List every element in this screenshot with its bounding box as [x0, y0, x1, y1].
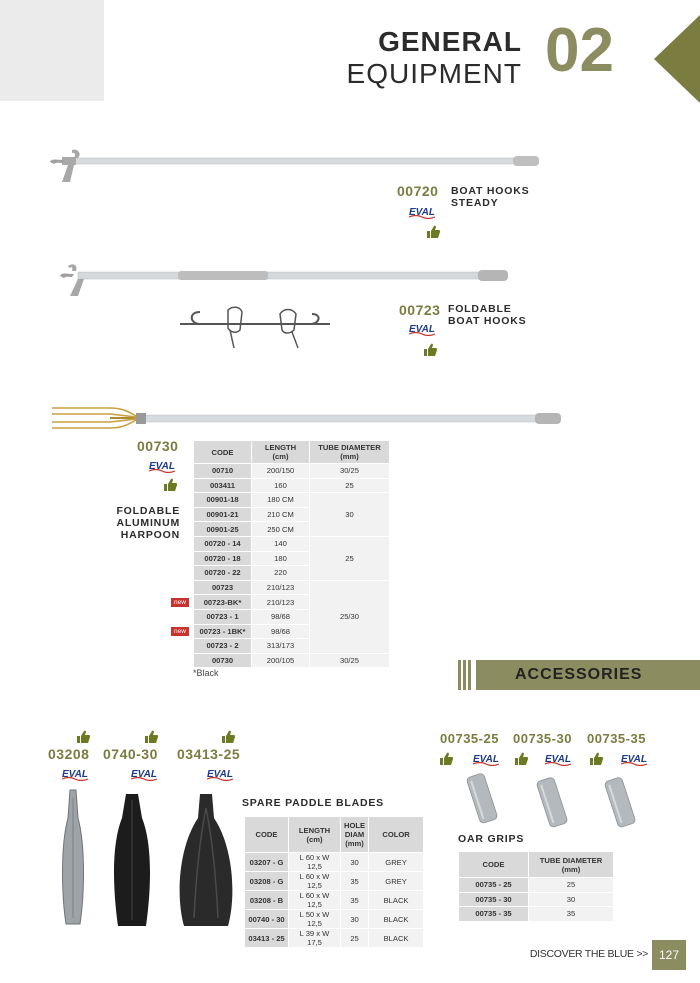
eval-logo-icon — [130, 767, 158, 781]
table-row: 00735 - 25 25 — [459, 878, 614, 893]
hook-usage-illustration — [180, 300, 330, 350]
thumbs-up-icon — [589, 752, 603, 766]
table-row: 00723 - 2 313/173 — [194, 639, 390, 654]
table-footnote: *Black — [193, 668, 219, 678]
thumbs-up-icon — [439, 752, 453, 766]
thumbs-up-icon — [76, 730, 90, 744]
table-row: 00723-BK* 210/123 — [194, 595, 390, 610]
thumbs-up-icon — [423, 343, 437, 357]
header-corner-block — [0, 0, 104, 101]
paddle-code-0740-30: 0740-30 — [103, 746, 158, 762]
table-row: 00901-25 250 CM — [194, 522, 390, 537]
svg-text:EVAL: EVAL — [545, 754, 571, 765]
table-row: 00720 - 22 220 — [194, 566, 390, 581]
table-row: 00901-18 180 CM 30 — [194, 493, 390, 508]
section-title-line2: EQUIPMENT — [346, 58, 522, 89]
section-title-line1: GENERAL — [378, 26, 522, 57]
chevron-decoration-icon — [650, 15, 700, 103]
col-header-length: LENGTH (cm) — [252, 441, 310, 464]
table-row: 03208 - G L 60 x W 12,5 35 GREY — [245, 872, 424, 891]
svg-text:EVAL: EVAL — [62, 769, 88, 780]
table-row: 00740 - 30 L 50 x W 12,5 30 BLACK — [245, 910, 424, 929]
col-header-code: CODE — [194, 441, 252, 464]
oar-grips-title: OAR GRIPS — [458, 833, 525, 845]
footer-tagline: DISCOVER THE BLUE >> — [529, 948, 648, 960]
table-row: 003411 160 25 — [194, 478, 390, 493]
col-header-color: COLOR — [369, 817, 424, 853]
paddle-spec-table — [244, 816, 424, 948]
table-row: 00735 - 30 30 — [459, 892, 614, 907]
product-code-00723: 00723 — [399, 302, 441, 318]
table-row: 00720 - 14 140 25 — [194, 536, 390, 551]
svg-text:EVAL: EVAL — [473, 754, 499, 765]
new-badge: new — [171, 627, 189, 636]
eval-logo-icon — [408, 205, 436, 219]
page-number: 127 — [652, 940, 686, 970]
product-name — [451, 185, 529, 209]
table-row: 00730 200/105 30/25 — [194, 653, 390, 668]
col-header-hole-diam: HOLE DIAM (mm) — [341, 817, 369, 853]
table-row: 03413 - 25 L 39 x W 17,5 25 BLACK — [245, 929, 424, 948]
svg-text:EVAL: EVAL — [621, 754, 647, 765]
product-name-line2: STEADY — [451, 197, 499, 209]
svg-text:EVAL: EVAL — [409, 324, 435, 335]
boat-hook-steady-image — [48, 148, 543, 188]
product-name — [448, 303, 526, 327]
accessories-stripes-icon — [458, 660, 476, 690]
spare-paddle-blades-title: SPARE PADDLE BLADES — [242, 797, 384, 809]
eval-logo-icon — [148, 459, 176, 473]
col-header-code: CODE — [245, 817, 289, 853]
table-row: 03208 - B L 60 x W 12,5 35 BLACK — [245, 891, 424, 910]
table-row: 03207 - G L 60 x W 12,5 30 GREY — [245, 853, 424, 872]
table-row: 00723 - 1 98/68 — [194, 609, 390, 624]
product-code-00720: 00720 — [397, 183, 439, 199]
accessory-code-00735-25: 00735-25 — [440, 731, 499, 746]
thumbs-up-icon — [163, 478, 177, 492]
new-badge: new — [171, 598, 189, 607]
paddle-blades-image — [50, 788, 240, 928]
product-name-line2: BOAT HOOKS — [448, 315, 527, 327]
svg-text:EVAL: EVAL — [207, 769, 233, 780]
eval-logo-icon — [544, 752, 572, 766]
table-row: 00735 - 35 35 — [459, 907, 614, 922]
foldable-boat-hook-image — [58, 262, 513, 298]
table-row: 00723 210/123 25/30 — [194, 580, 390, 595]
eval-logo-icon — [61, 767, 89, 781]
col-header-code: CODE — [459, 852, 529, 878]
table-row: 00720 - 18 180 — [194, 551, 390, 566]
chapter-number: 02 — [545, 16, 614, 85]
eval-logo-icon — [472, 752, 500, 766]
harpoon-image — [50, 398, 565, 440]
eval-logo-icon — [620, 752, 648, 766]
thumbs-up-icon — [514, 752, 528, 766]
thumbs-up-icon — [426, 225, 440, 239]
col-header-length: LENGTH (cm) — [289, 817, 341, 853]
paddle-code-03413-25: 03413-25 — [177, 746, 241, 762]
thumbs-up-icon — [144, 730, 158, 744]
eval-logo-icon — [206, 767, 234, 781]
hooks-spec-table — [193, 440, 390, 668]
col-header-tube-diameter: TUBE DIAMETER (mm) — [310, 441, 390, 464]
thumbs-up-icon — [221, 730, 235, 744]
harpoon-name — [50, 505, 180, 541]
product-code-00730: 00730 — [137, 438, 179, 454]
svg-text:EVAL: EVAL — [131, 769, 157, 780]
product-name-line1: FOLDABLE — [448, 303, 512, 315]
table-row: 00901-21 210 CM — [194, 507, 390, 522]
accessories-heading: ACCESSORIES — [476, 660, 700, 690]
product-name-line2: HARPOON — [120, 529, 180, 541]
oar-grips-table — [458, 851, 614, 922]
svg-text:EVAL: EVAL — [149, 461, 175, 472]
accessory-code-00735-35: 00735-35 — [587, 731, 646, 746]
table-row: 00723 - 1BK* 98/68 — [194, 624, 390, 639]
product-name-line1: BOAT HOOKS — [451, 185, 530, 197]
eval-logo-icon — [408, 322, 436, 336]
oar-grips-image — [465, 770, 645, 830]
paddle-code-03208: 03208 — [48, 746, 90, 762]
svg-text:EVAL: EVAL — [409, 207, 435, 218]
table-row: 00710 200/150 30/25 — [194, 464, 390, 479]
col-header-tube-diameter: TUBE DIAMETER (mm) — [529, 852, 614, 878]
product-name-line1: FOLDABLE ALUMINUM — [116, 505, 180, 529]
accessory-code-00735-30: 00735-30 — [513, 731, 572, 746]
